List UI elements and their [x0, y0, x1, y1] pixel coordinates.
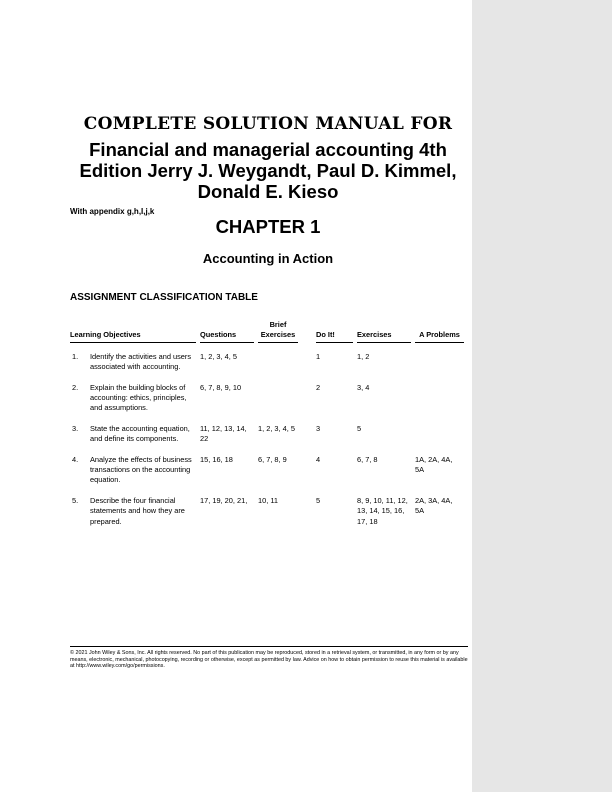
- header-learning-objectives: Learning Objectives: [70, 320, 200, 343]
- do-it-cell: 1: [316, 351, 321, 361]
- copyright-notice: © 2021 John Wiley & Sons, Inc. All rights reserved. No part of this publication may be reproduced, stored in a retrieval system, or transmitted, in any form or by any means, electronic, mechanical, photocopying, recording or otherwise, except as permitted by law. Advice on how to obtain permission to reuse this material is available at http://www.wiley.com/go/permissions.: [70, 650, 468, 670]
- objective-cell: 1. Identify the activities and users associated with accounting.: [72, 351, 192, 372]
- do-it-cell: 2: [316, 382, 321, 392]
- brief-exercises-cell: 6, 7, 8, 9: [258, 454, 287, 464]
- questions-cell: 11, 12, 13, 14, 22: [200, 423, 247, 444]
- brief-exercises-cell: 1, 2, 3, 4, 5: [258, 423, 295, 433]
- header-do-it: Do It!: [316, 320, 357, 343]
- header-a-problems: A Problems: [415, 320, 468, 343]
- exercises-cell: 3, 4: [357, 382, 370, 392]
- a-problems-cell: [415, 352, 468, 373]
- footer-divider: [70, 646, 468, 647]
- section-heading: ASSIGNMENT CLASSIFICATION TABLE: [70, 292, 258, 303]
- table-row: [70, 383, 468, 414]
- brief-exercises-cell: 10, 11: [258, 495, 278, 505]
- chapter-heading: CHAPTER 1: [215, 216, 321, 237]
- appendix-note: With appendix g,h,I,j,k: [70, 207, 155, 216]
- brief-exercises-cell: [258, 383, 316, 414]
- table-row: [70, 455, 468, 486]
- questions-cell: 15, 16, 18: [200, 454, 233, 464]
- objective-cell: 2. Explain the building blocks of accounting: ethics, principles, and assumptions.: [72, 382, 187, 413]
- assignment-classification-table: [70, 320, 468, 527]
- header-questions: Questions: [200, 320, 258, 343]
- questions-cell: 1, 2, 3, 4, 5: [200, 351, 237, 361]
- chapter-subtitle: Accounting in Action: [202, 251, 334, 266]
- exercises-cell: 1, 2: [357, 351, 370, 361]
- table-row: [70, 424, 468, 445]
- header-exercises: Exercises: [357, 320, 415, 343]
- table-row: [70, 352, 468, 373]
- exercises-cell: 5: [357, 423, 362, 433]
- a-problems-cell: [415, 424, 468, 445]
- do-it-cell: 4: [316, 454, 321, 464]
- book-title: Financial and managerial accounting 4th Edition Jerry J. Weygandt, Paul D. Kimmel, Donald E. Kieso: [79, 139, 457, 202]
- table-row: [70, 496, 468, 527]
- a-problems-cell: 2A, 3A, 4A, 5A: [415, 495, 453, 516]
- table-header-row: [70, 320, 468, 343]
- do-it-cell: 5: [316, 495, 321, 505]
- brief-exercises-cell: [258, 352, 316, 373]
- manual-title: COMPLETE SOLUTION MANUAL FOR: [83, 114, 453, 134]
- objective-cell: 5. Describe the four financial statements and how they are prepared.: [72, 495, 185, 526]
- questions-cell: 6, 7, 8, 9, 10: [200, 382, 242, 392]
- a-problems-cell: [415, 383, 468, 414]
- objective-cell: 4. Analyze the effects of business transactions on the accounting equation.: [72, 454, 192, 485]
- objective-cell: 3. State the accounting equation, and define its components.: [72, 423, 190, 444]
- a-problems-cell: 1A, 2A, 4A, 5A: [415, 454, 453, 475]
- comment-margin-pane: [472, 0, 612, 792]
- header-brief-exercises: Brief Exercises: [258, 320, 316, 343]
- exercises-cell: 8, 9, 10, 11, 12, 13, 14, 15, 16, 17, 18: [357, 495, 408, 526]
- do-it-cell: 3: [316, 423, 321, 433]
- exercises-cell: 6, 7, 8: [357, 454, 378, 464]
- questions-cell: 17, 19, 20, 21,: [200, 495, 248, 505]
